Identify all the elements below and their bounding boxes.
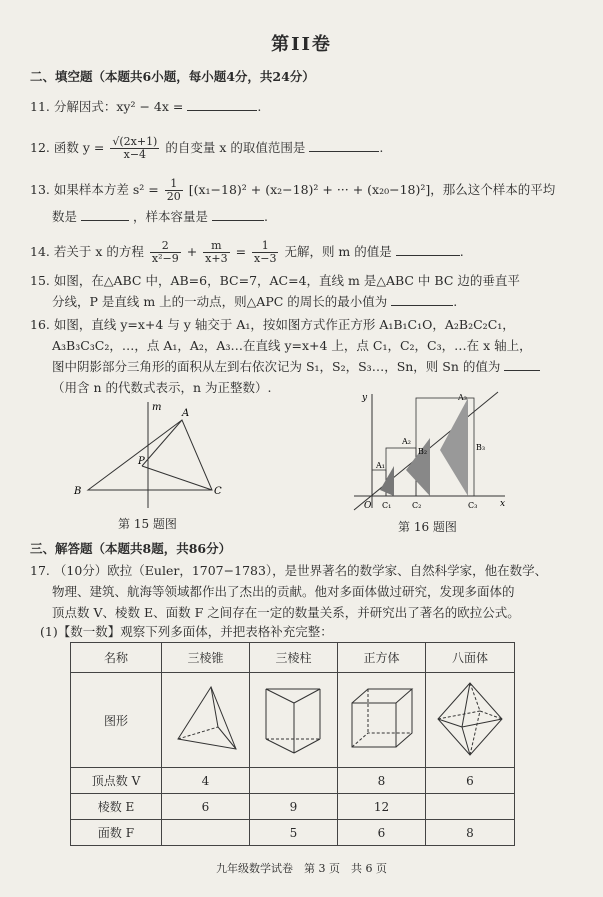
q11-end: . [257,99,262,114]
table-cell-blank[interactable] [250,768,338,794]
q14-post: 无解，则 m 的值是 [284,244,392,259]
triangular-prism-figure [254,679,334,759]
q12-fraction-numerator: √(2x+1) [112,135,158,148]
question-15-line-2 [52,293,457,310]
q11-number: 11. [30,99,50,114]
q12-fraction-denominator: x−4 [123,148,147,161]
table-header-octahedron: 八面体 [426,643,515,673]
q13-mean-blank[interactable] [81,208,129,221]
octahedron-figure [430,679,510,759]
q12-pre: 函数 y = [53,140,105,155]
question-17-part-1: (1)【数一数】观察下列多面体，并把表格补充完整： [40,624,333,639]
cube-figure [342,679,422,759]
fig16-shaded-s1 [380,466,394,496]
q14-f1-numerator: 2 [150,240,181,253]
table-header-tetrahedron: 三棱锥 [162,643,250,673]
q14-pre: 若关于 x 的方程 [53,244,144,259]
q14-number: 14. [30,244,50,259]
table-row-label: 棱数 E [71,794,162,820]
q16-number: 16. [30,317,50,332]
question-17-line-2: 物理、建筑、航海等领域都作出了杰出的贡献。他对多面体做过研究，发现多面体的 [52,584,515,599]
fig15-segment-pc [142,466,212,490]
q15-line1: 如图，在△ABC 中，AB=6，BC=7，AC=4，直线 m 是△ABC 中 BC 边的垂直平 [53,273,520,288]
question-12 [30,136,383,161]
question-16-line-2: A₃B₃C₃C₂，…，点 A₁，A₂，A₃…在直线 y=x+4 上，点 C₁，C₂，C₃，…在 x 轴上， [52,338,532,353]
q14-f3-numerator: 1 [252,240,278,253]
fig16-shaded-s3 [440,398,468,496]
q13-end: . [263,209,268,224]
q13-fraction-numerator: 1 [165,178,183,191]
table-figure-label: 图形 [71,673,162,768]
section-2-heading: 二、填空题（本题共6小题，每小题4分，共24分） [30,69,315,84]
table-header-row [71,643,515,673]
q13-pre: 如果样本方差 s² = [53,182,159,197]
fig16-label-y: y [362,393,368,403]
fig16-label-c2: C₂ [412,501,422,510]
question-15-line-1 [30,272,520,289]
q11-answer-blank[interactable] [187,98,257,111]
table-cell: 6 [426,768,515,794]
table-header-name: 名称 [71,643,162,673]
question-11 [30,98,261,115]
q14-fraction-2 [203,240,229,265]
table-figure-row [71,673,515,768]
q14-equals: = [235,244,247,259]
table-figure-octahedron [426,673,515,768]
q15-answer-blank[interactable] [391,293,453,306]
q15-line2: 分线，P 是直线 m 上的一动点，则△APC 的周长的最小值为 [52,294,388,309]
figure-16 [350,390,510,515]
fig15-label-a: A [182,408,190,419]
fig16-label-a3: A₃ [458,393,467,402]
tetrahedron-figure [166,679,246,759]
table-cell: 9 [250,794,338,820]
q14-end: . [459,244,464,259]
q14-plus: + [186,244,198,259]
q16-line3: 图中阴影部分三角形的面积从左到右依次记为 S₁，S₂，S₃…，Sn，则 Sn 的值为 [52,359,501,374]
q14-answer-blank[interactable] [396,243,460,256]
q14-f3-denominator: x−3 [254,252,277,265]
q17-number: 17. [30,563,50,578]
figure-15-caption: 第 15 题图 [118,517,177,531]
table-row-vertices [71,768,515,794]
question-17-line-1 [30,562,547,579]
q13-expression: [(x₁−18)² + (x₂−18)² + ··· + (x₂₀−18)²]，那么这个样本的平均 [188,182,556,197]
q12-fraction [110,136,159,161]
q14-f1-denominator: x²−9 [151,252,179,265]
fig16-square-1 [372,470,386,496]
figure-15 [70,398,240,510]
q16-line1: 如图，直线 y=x+4 与 y 轴交于 A₁，按如图方式作正方形 A₁B₁C₁O，A₂B₂C₂C₁， [53,317,515,332]
q14-f2-numerator: m [203,240,229,253]
table-cell: 6 [338,820,426,846]
q14-fraction-1 [150,240,181,265]
table-figure-cube [338,673,426,768]
table-row-edges [71,794,515,820]
fig16-label-o: O [364,501,372,511]
q14-f2-denominator: x+3 [205,252,228,265]
table-cell: 12 [338,794,426,820]
polyhedra-table [70,642,515,846]
page-title: 第II卷 [271,34,332,55]
table-cell-blank[interactable] [162,820,250,846]
table-cell: 5 [250,820,338,846]
table-cell: 8 [426,820,515,846]
q15-number: 15. [30,273,50,288]
question-16-line-4: （用含 n 的代数式表示，n 为正整数）. [52,380,272,395]
fig15-label-m: m [152,402,162,413]
q11-text: 分解因式：xy² − 4x = [53,99,184,114]
q13-fraction-denominator: 20 [166,190,181,203]
table-cell: 6 [162,794,250,820]
question-13-line-2 [52,208,268,225]
question-16-line-1 [30,316,515,333]
fig16-label-a1: A₁ [376,461,385,470]
table-row-label: 面数 F [71,820,162,846]
question-14 [30,240,464,265]
q15-end: . [453,294,458,309]
q12-post: 的自变量 x 的取值范围是 [165,140,306,155]
fig15-triangle-abc [88,420,212,490]
fig16-label-c3: C₃ [468,501,478,510]
question-13-line-1 [30,178,555,203]
fig16-label-c1: C₁ [382,501,392,510]
q14-fraction-3 [252,240,278,265]
table-header-cube: 正方体 [338,643,426,673]
fig16-label-a2: A₂ [402,437,411,446]
table-figure-tetrahedron [162,673,250,768]
q13-number: 13. [30,182,50,197]
fig16-label-x: x [500,499,506,509]
q12-number: 12. [30,140,50,155]
q17-line1: （10分）欧拉（Euler，1707−1783），是世界著名的数学家、自然科学家，他在数学、 [53,563,548,578]
table-figure-prism [250,673,338,768]
fig16-label-b3: B₃ [476,443,486,452]
question-17-line-3: 顶点数 V、棱数 E、面数 F 之间存在一定的数量关系，并研究出了著名的欧拉公式。 [52,605,520,620]
q12-end: . [379,140,384,155]
table-row-label: 顶点数 V [71,768,162,794]
question-16-line-3 [52,358,540,375]
q13-size-blank[interactable] [212,208,264,221]
q13-line2-mid: ，样本容量是 [132,209,208,224]
table-cell: 8 [338,768,426,794]
q13-fraction [165,178,183,203]
q13-line2-text: 数是 [52,209,78,224]
page-footer: 九年级数学试卷 第 3 页 共 6 页 [216,862,387,875]
fig15-label-b: B [74,486,82,497]
table-row-faces [71,820,515,846]
table-cell: 4 [162,768,250,794]
section-3-heading: 三、解答题（本题共8题，共86分） [30,541,232,556]
fig15-label-p: P [138,456,145,467]
fig16-label-b2: B₂ [418,447,428,456]
q16-answer-blank[interactable] [504,358,540,371]
fig15-label-c: C [214,486,222,497]
figure-16-caption: 第 16 题图 [398,520,457,534]
table-header-prism: 三棱柱 [250,643,338,673]
table-cell-blank[interactable] [426,794,515,820]
q12-answer-blank[interactable] [309,139,379,152]
